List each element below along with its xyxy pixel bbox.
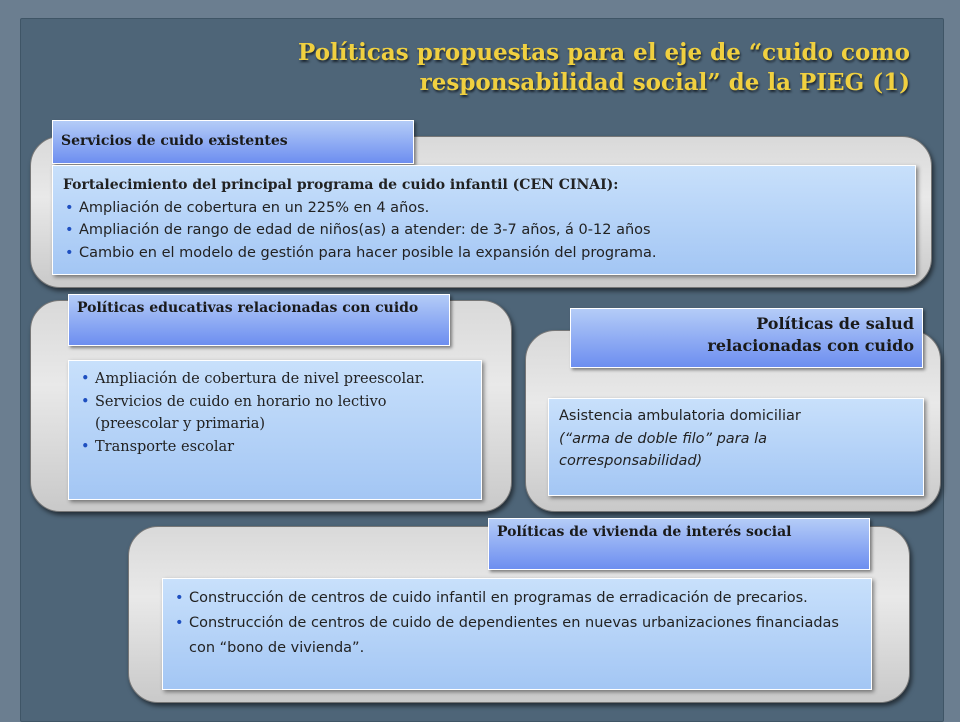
educativas-content [68, 360, 482, 500]
list-item: • Servicios de cuido en horario no lectivo (preescolar y primaria) [79, 391, 471, 436]
list-item: • Construcción de centros de cuido infantil en programas de erradicación de precarios. [173, 586, 861, 611]
list-item: • Construcción de centros de cuido de dependientes en nuevas urbanizaciones financiadas con “bono de vivienda”. [173, 611, 861, 661]
vivienda-label: Políticas de vivienda de interés social [488, 518, 870, 570]
servicios-label: Servicios de cuido existentes [52, 120, 414, 164]
slide-title [260, 38, 910, 98]
servicios-list [63, 197, 905, 265]
servicios-heading: Fortalecimiento del principal programa de cuido infantil (CEN CINAI): [63, 177, 619, 193]
salud-note: (“arma de doble filo” para la corresponsabilidad) [559, 430, 768, 469]
vivienda-content [162, 578, 872, 690]
title-line-1: Políticas propuestas para el eje de “cuido como [298, 39, 910, 66]
salud-label-line-2: relacionadas con cuido [707, 336, 914, 355]
educativas-list [79, 368, 471, 458]
educativas-label: Políticas educativas relacionadas con cuido [68, 294, 450, 346]
salud-content [548, 398, 924, 496]
salud-label-line-1: Políticas de salud [756, 314, 914, 333]
list-item: • Ampliación de cobertura de nivel preescolar. [79, 368, 471, 391]
salud-text: Asistencia ambulatoria domiciliar [559, 408, 801, 424]
title-line-2: responsabilidad social” de la PIEG (1) [419, 69, 910, 96]
servicios-content [52, 165, 916, 275]
list-item: • Transporte escolar [79, 436, 471, 459]
list-item: • Ampliación de cobertura en un 225% en 4 años. [63, 197, 905, 220]
list-item: • Cambio en el modelo de gestión para hacer posible la expansión del programa. [63, 242, 905, 265]
vivienda-list [173, 586, 861, 661]
list-item: • Ampliación de rango de edad de niños(as) a atender: de 3-7 años, á 0-12 años [63, 219, 905, 242]
salud-label [570, 308, 923, 368]
